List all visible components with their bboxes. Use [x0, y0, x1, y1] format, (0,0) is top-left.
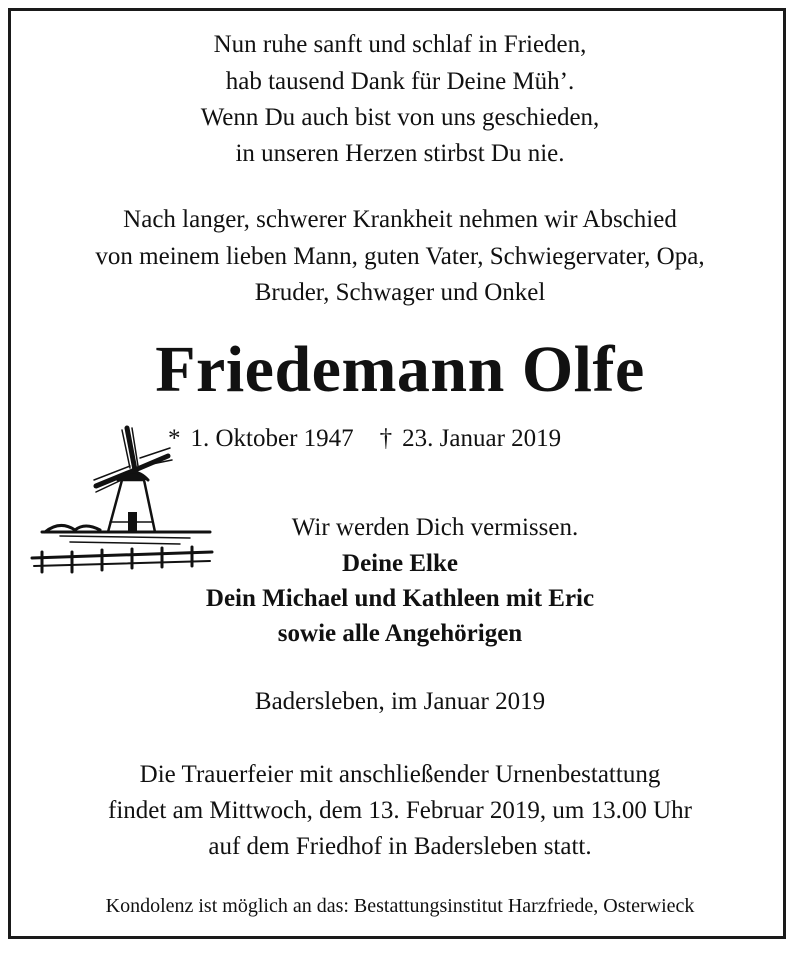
- place-date: Badersleben, im Januar 2019: [254, 688, 546, 715]
- poem-line-3: Wenn Du auch bist von uns geschieden,: [200, 104, 600, 131]
- birth-symbol: *: [168, 425, 181, 452]
- death-symbol: †: [379, 425, 393, 452]
- farewell-line: Wir werden Dich vermissen.: [291, 514, 579, 541]
- intro-line-3: Bruder, Schwager und Onkel: [254, 279, 546, 306]
- ceremony-line-2: findet am Mittwoch, dem 13. Februar 2019, um 13.00 Uhr: [108, 797, 692, 824]
- condolence-note: Kondolenz ist möglich an das: Bestattungsinstitut Harzfriede, Osterwieck: [105, 895, 695, 917]
- ceremony-line-3: auf dem Friedhof in Badersleben statt.: [208, 833, 592, 860]
- intro-line-1: Nach langer, schwerer Krankheit nehmen wir Abschied: [123, 206, 677, 233]
- deceased-name: Friedemann Olfe: [155, 333, 645, 406]
- poem-line-1: Nun ruhe sanft und schlaf in Frieden,: [213, 31, 587, 58]
- life-dates: [168, 424, 561, 454]
- intro-line-2: von meinem lieben Mann, guten Vater, Schwiegervater, Opa,: [95, 243, 705, 270]
- mourner-line-1: Deine Elke: [342, 550, 458, 577]
- mourner-line-3: sowie alle Angehörigen: [277, 620, 523, 647]
- poem-line-4: in unseren Herzen stirbst Du nie.: [235, 140, 565, 167]
- birth-date: 1. Oktober 1947: [190, 425, 354, 452]
- death-date: 23. Januar 2019: [402, 425, 562, 452]
- mourner-line-2: Dein Michael und Kathleen mit Eric: [205, 585, 595, 612]
- poem-line-2: hab tausend Dank für Deine Müh’.: [225, 68, 575, 95]
- ceremony-line-1: Die Trauerfeier mit anschließender Urnenbestattung: [139, 761, 661, 788]
